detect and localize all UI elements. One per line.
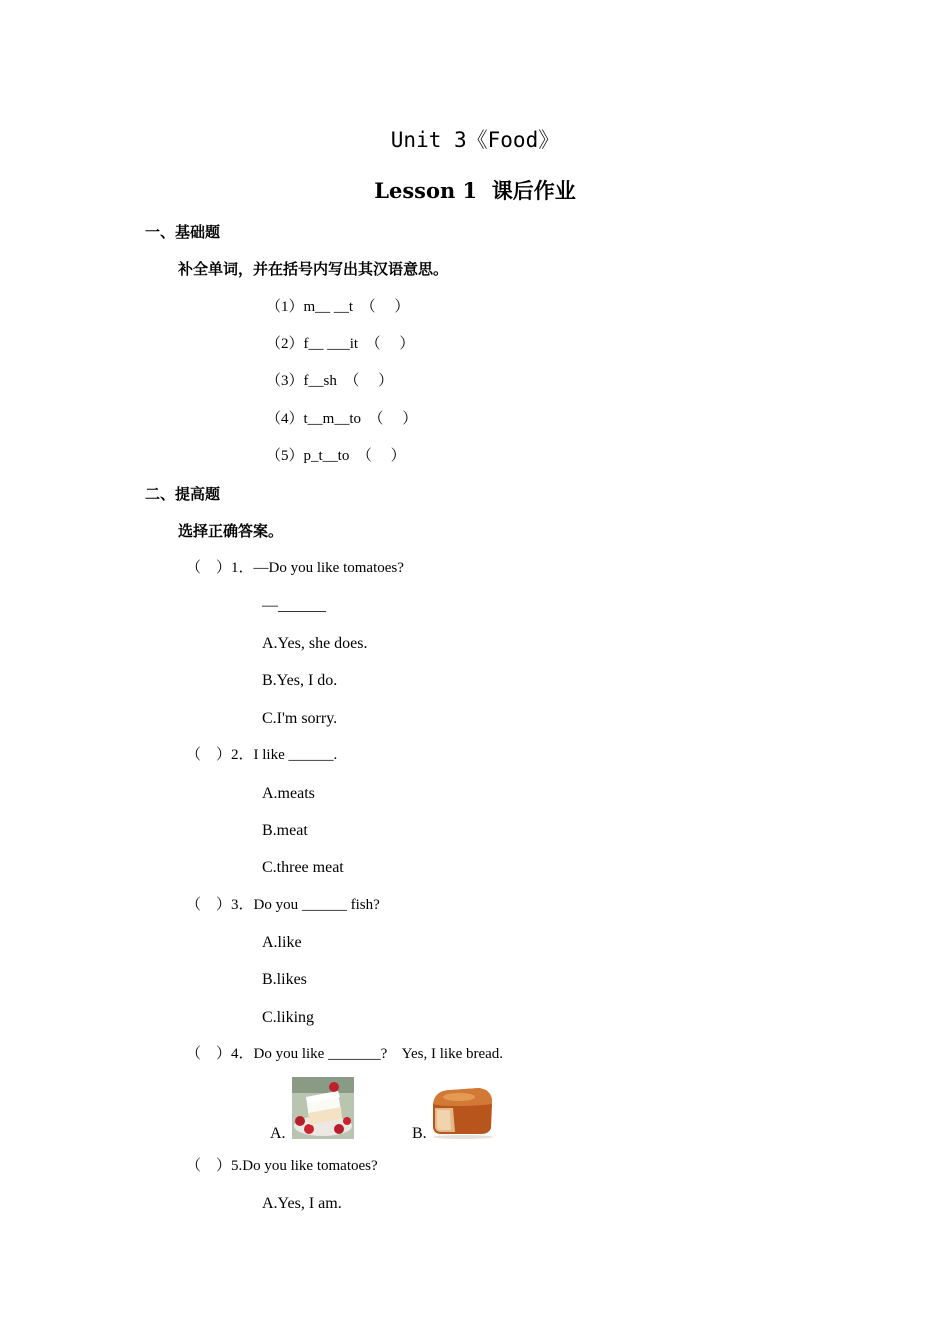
fill-item: （2）f__ ___it （ ）	[266, 336, 415, 352]
option: C.I'm sorry.	[262, 710, 338, 727]
option: A.Yes, I am.	[262, 1195, 342, 1212]
option: A.like	[262, 934, 302, 951]
option: C.three meat	[262, 859, 344, 876]
fill-item: （4）t__m__to （ ）	[266, 411, 418, 427]
section-heading: 二、提高题	[145, 485, 221, 503]
section-heading: 一、基础题	[145, 223, 221, 241]
question-stem: （ ）2．I like ______.	[186, 747, 338, 763]
fill-item: （3）f__sh （ ）	[266, 373, 394, 389]
fill-item: （1）m__ __t （ ）	[266, 299, 410, 315]
option: B.likes	[262, 971, 307, 988]
section-instruction: 选择正确答案。	[178, 522, 284, 540]
page-title: Unit 3《Food》	[390, 128, 560, 152]
question-stem: （ ）3．Do you ______ fish?	[186, 897, 380, 913]
section-instruction: 补全单词，并在括号内写出其汉语意思。	[178, 260, 449, 278]
option: A.Yes, she does.	[262, 635, 368, 652]
option: B.Yes, I do.	[262, 672, 338, 689]
question-stem: （ ）4．Do you like _______? Yes, I like bread.	[186, 1046, 504, 1062]
option: B.	[412, 1125, 427, 1142]
answer-line: —______	[262, 597, 326, 614]
question-stem: （ ）1．—Do you like tomatoes?	[186, 560, 404, 576]
option: C.liking	[262, 1009, 315, 1026]
bread-image	[427, 1082, 496, 1139]
cake-image	[292, 1077, 354, 1139]
page-subtitle: Lesson 1 课后作业	[374, 178, 576, 203]
fill-item: （5）p_t__to （ ）	[266, 448, 406, 464]
option: B.meat	[262, 822, 308, 839]
option: A.	[270, 1125, 286, 1142]
question-stem: （ ）5.Do you like tomatoes?	[186, 1158, 378, 1174]
option: A.meats	[262, 785, 315, 802]
